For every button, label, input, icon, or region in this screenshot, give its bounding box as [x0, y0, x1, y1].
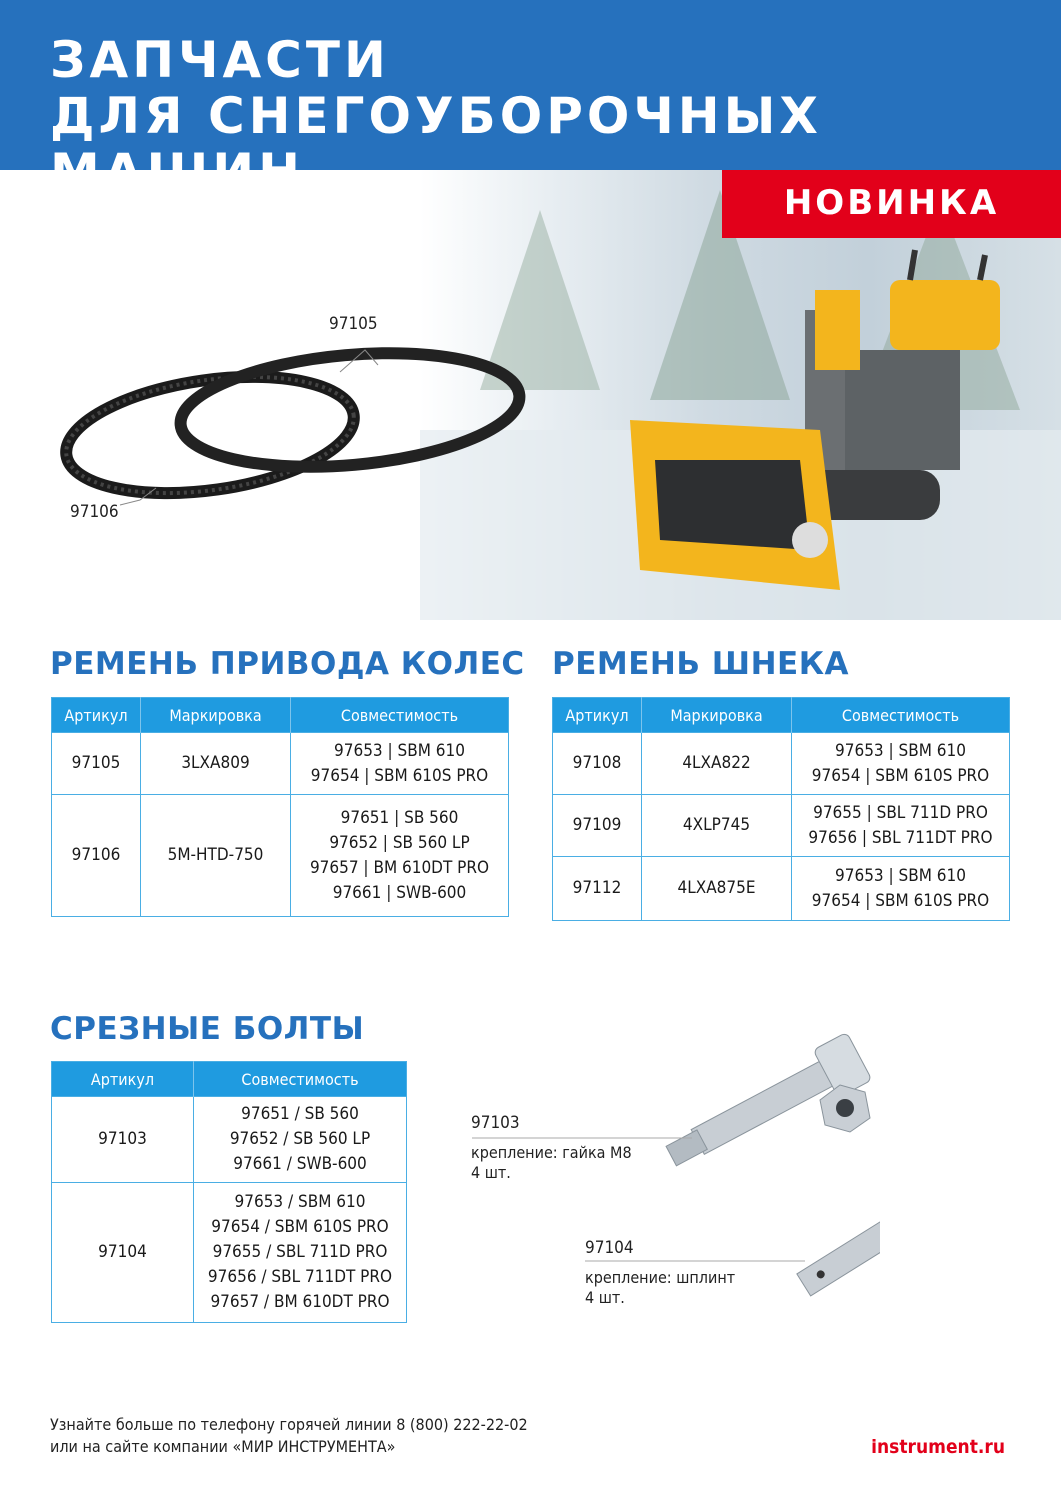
table-row	[553, 857, 1010, 921]
footer-line: Узнайте больше по телефону горячей линии 8 (800) 222-22-02	[50, 1415, 528, 1434]
auger-belt-table	[552, 697, 1010, 921]
article-cell: 97109	[553, 795, 642, 857]
footer-line: или на сайте компании «МИР ИНСТРУМЕНТА»	[50, 1437, 396, 1456]
table-row	[52, 733, 509, 795]
belts-image	[60, 310, 540, 530]
compat-line: 97654 / SBM 610S PRO	[211, 1217, 389, 1237]
compat-line: 97653 / SBM 610	[234, 1192, 366, 1212]
callout-number: 97104	[585, 1238, 634, 1258]
page-title-line1: ЗАПЧАСТИ	[50, 31, 390, 89]
compat-line: 97661 | SWB-600	[332, 882, 467, 903]
compat-line: 97652 / SB 560 LP	[229, 1129, 371, 1149]
compat-line: 97656 / SBL 711DT PRO	[207, 1267, 393, 1287]
article-cell: 97106	[52, 795, 141, 917]
table-header-row	[52, 1062, 407, 1097]
compat-line: 97657 / BM 610DT PRO	[210, 1292, 390, 1312]
column-header: Совместимость	[291, 698, 509, 733]
article-cell: 97112	[553, 857, 642, 921]
table-header-row	[553, 698, 1010, 733]
shear-bolts-title: СРЕЗНЫЕ БОЛТЫ	[50, 1011, 365, 1047]
compat-line: 97653 | SBM 610	[334, 740, 465, 761]
compat-line: 97655 / SBL 711D PRO	[212, 1242, 388, 1262]
compat-line: 97653 | SBM 610	[835, 865, 966, 886]
table-row	[553, 795, 1010, 857]
new-badge: НОВИНКА	[722, 170, 1061, 238]
wheel-belt-title: РЕМЕНЬ ПРИВОДА КОЛЕС	[50, 646, 525, 682]
compat-line: 97651 / SB 560	[241, 1104, 359, 1124]
belt-callout-97106: 97106	[70, 502, 119, 522]
compat-line: 97654 | SBM 610S PRO	[811, 765, 990, 786]
bolt-callout-97103	[471, 1113, 632, 1183]
compat-cell	[291, 733, 509, 795]
column-header: Совместимость	[792, 698, 1010, 733]
table-row	[52, 795, 509, 917]
column-header: Артикул	[52, 1062, 194, 1097]
belt-callout-97105: 97105	[329, 314, 378, 334]
compat-cell	[792, 857, 1010, 921]
column-header: Артикул	[52, 698, 141, 733]
compat-line: 97654 | SBM 610S PRO	[811, 890, 990, 911]
page-title-line2: ДЛЯ СНЕГОУБОРОЧНЫХ МАШИН	[50, 87, 822, 201]
marking-cell: 5M-HTD-750	[141, 795, 291, 917]
callout-line: крепление: гайка М8	[471, 1143, 632, 1162]
auger-belt-title: РЕМЕНЬ ШНЕКА	[552, 646, 850, 682]
table-header-row	[52, 698, 509, 733]
table-row	[52, 1183, 407, 1323]
table-row	[553, 733, 1010, 795]
article-cell: 97104	[52, 1183, 194, 1323]
compat-line: 97653 | SBM 610	[835, 740, 966, 761]
bolt-callout-97104	[585, 1238, 735, 1308]
compat-cell	[291, 795, 509, 917]
header-banner	[0, 0, 1061, 201]
site-link[interactable]: instrument.ru	[871, 1436, 1005, 1458]
article-cell: 97108	[553, 733, 642, 795]
footer-contact	[50, 1414, 528, 1458]
compat-line: 97657 | BM 610DT PRO	[309, 857, 490, 878]
column-header: Артикул	[553, 698, 642, 733]
article-cell: 97105	[52, 733, 141, 795]
column-header: Совместимость	[194, 1062, 407, 1097]
marking-cell: 3LXA809	[141, 733, 291, 795]
wheel-belt-table	[51, 697, 509, 917]
compat-cell	[792, 733, 1010, 795]
callout-line: крепление: шплинт	[585, 1268, 736, 1287]
column-header: Маркировка	[141, 698, 291, 733]
compat-line: 97652 | SB 560 LP	[329, 832, 470, 853]
compat-line: 97656 | SBL 711DT PRO	[808, 827, 993, 848]
callout-line: 4 шт.	[471, 1163, 511, 1182]
compat-cell	[792, 795, 1010, 857]
compat-line: 97651 | SB 560	[340, 807, 459, 828]
column-header: Маркировка	[642, 698, 792, 733]
table-row	[52, 1097, 407, 1183]
callout-line: 4 шт.	[585, 1288, 625, 1307]
compat-line: 97654 | SBM 610S PRO	[310, 765, 489, 786]
article-cell: 97103	[52, 1097, 194, 1183]
marking-cell: 4LXA822	[642, 733, 792, 795]
compat-line: 97661 / SWB-600	[233, 1154, 367, 1174]
compat-line: 97655 | SBL 711D PRO	[813, 802, 988, 823]
compat-cell	[194, 1183, 407, 1323]
shear-bolts-table	[51, 1061, 407, 1323]
marking-cell: 4XLP745	[642, 795, 792, 857]
marking-cell: 4LXA875E	[642, 857, 792, 921]
callout-number: 97103	[471, 1113, 520, 1133]
compat-cell	[194, 1097, 407, 1183]
